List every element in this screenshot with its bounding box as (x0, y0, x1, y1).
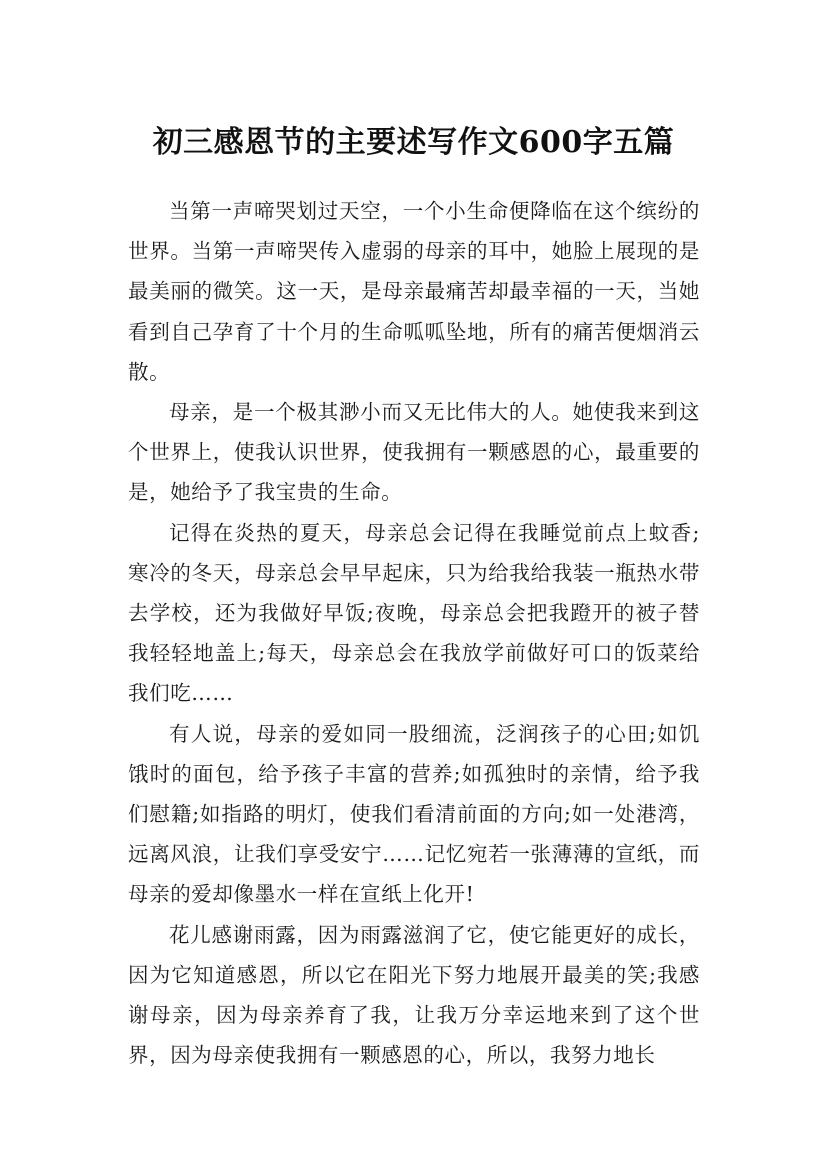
paragraph-5: 花儿感谢雨露，因为雨露滋润了它，使它能更好的成长，因为它知道感恩，所以它在阳光下努力地展开最美的笑;我感谢母亲，因为母亲养育了我，让我万分幸运地来到了这个世界，因为母亲使我拥有一颗感恩的心，所以，我努力地长 (128, 922, 700, 1068)
paragraph-1: 当第一声啼哭划过天空，一个小生命便降临在这个缤纷的世界。当第一声啼哭传入虚弱的母亲的耳中，她脸上展现的是最美丽的微笑。这一天，是母亲最痛苦却最幸福的一天，当她看到自己孕育了十个月的生命呱呱坠地，所有的痛苦便烟消云散。 (128, 199, 700, 384)
document-title: 初三感恩节的主要述写作文600字五篇 (152, 125, 675, 161)
paragraph-4: 有人说，母亲的爱如同一股细流，泛润孩子的心田;如饥饿时的面包，给予孩子丰富的营养;如孤独时的亲情，给予我们慰籍;如指路的明灯，使我们看清前面的方向;如一处港湾，远离风浪，让我们享受安宁……记忆宛若一张薄薄的宣纸，而母亲的爱却像墨水一样在宣纸上化开! (128, 721, 700, 907)
paragraph-3: 记得在炎热的夏天，母亲总会记得在我睡觉前点上蚊香;寒冷的冬天，母亲总会早早起床，只为给我给我装一瓶热水带去学校，还为我做好早饭;夜晚，母亲总会把我蹬开的被子替我轻轻地盖上;每天，母亲总会在我放学前做好可口的饭菜给我们吃…… (128, 520, 700, 706)
document-body (128, 191, 700, 1075)
paragraph-2: 母亲，是一个极其渺小而又无比伟大的人。她使我来到这个世界上，使我认识世界，使我拥有一颗感恩的心，最重要的是，她给予了我宝贵的生命。 (128, 400, 700, 505)
